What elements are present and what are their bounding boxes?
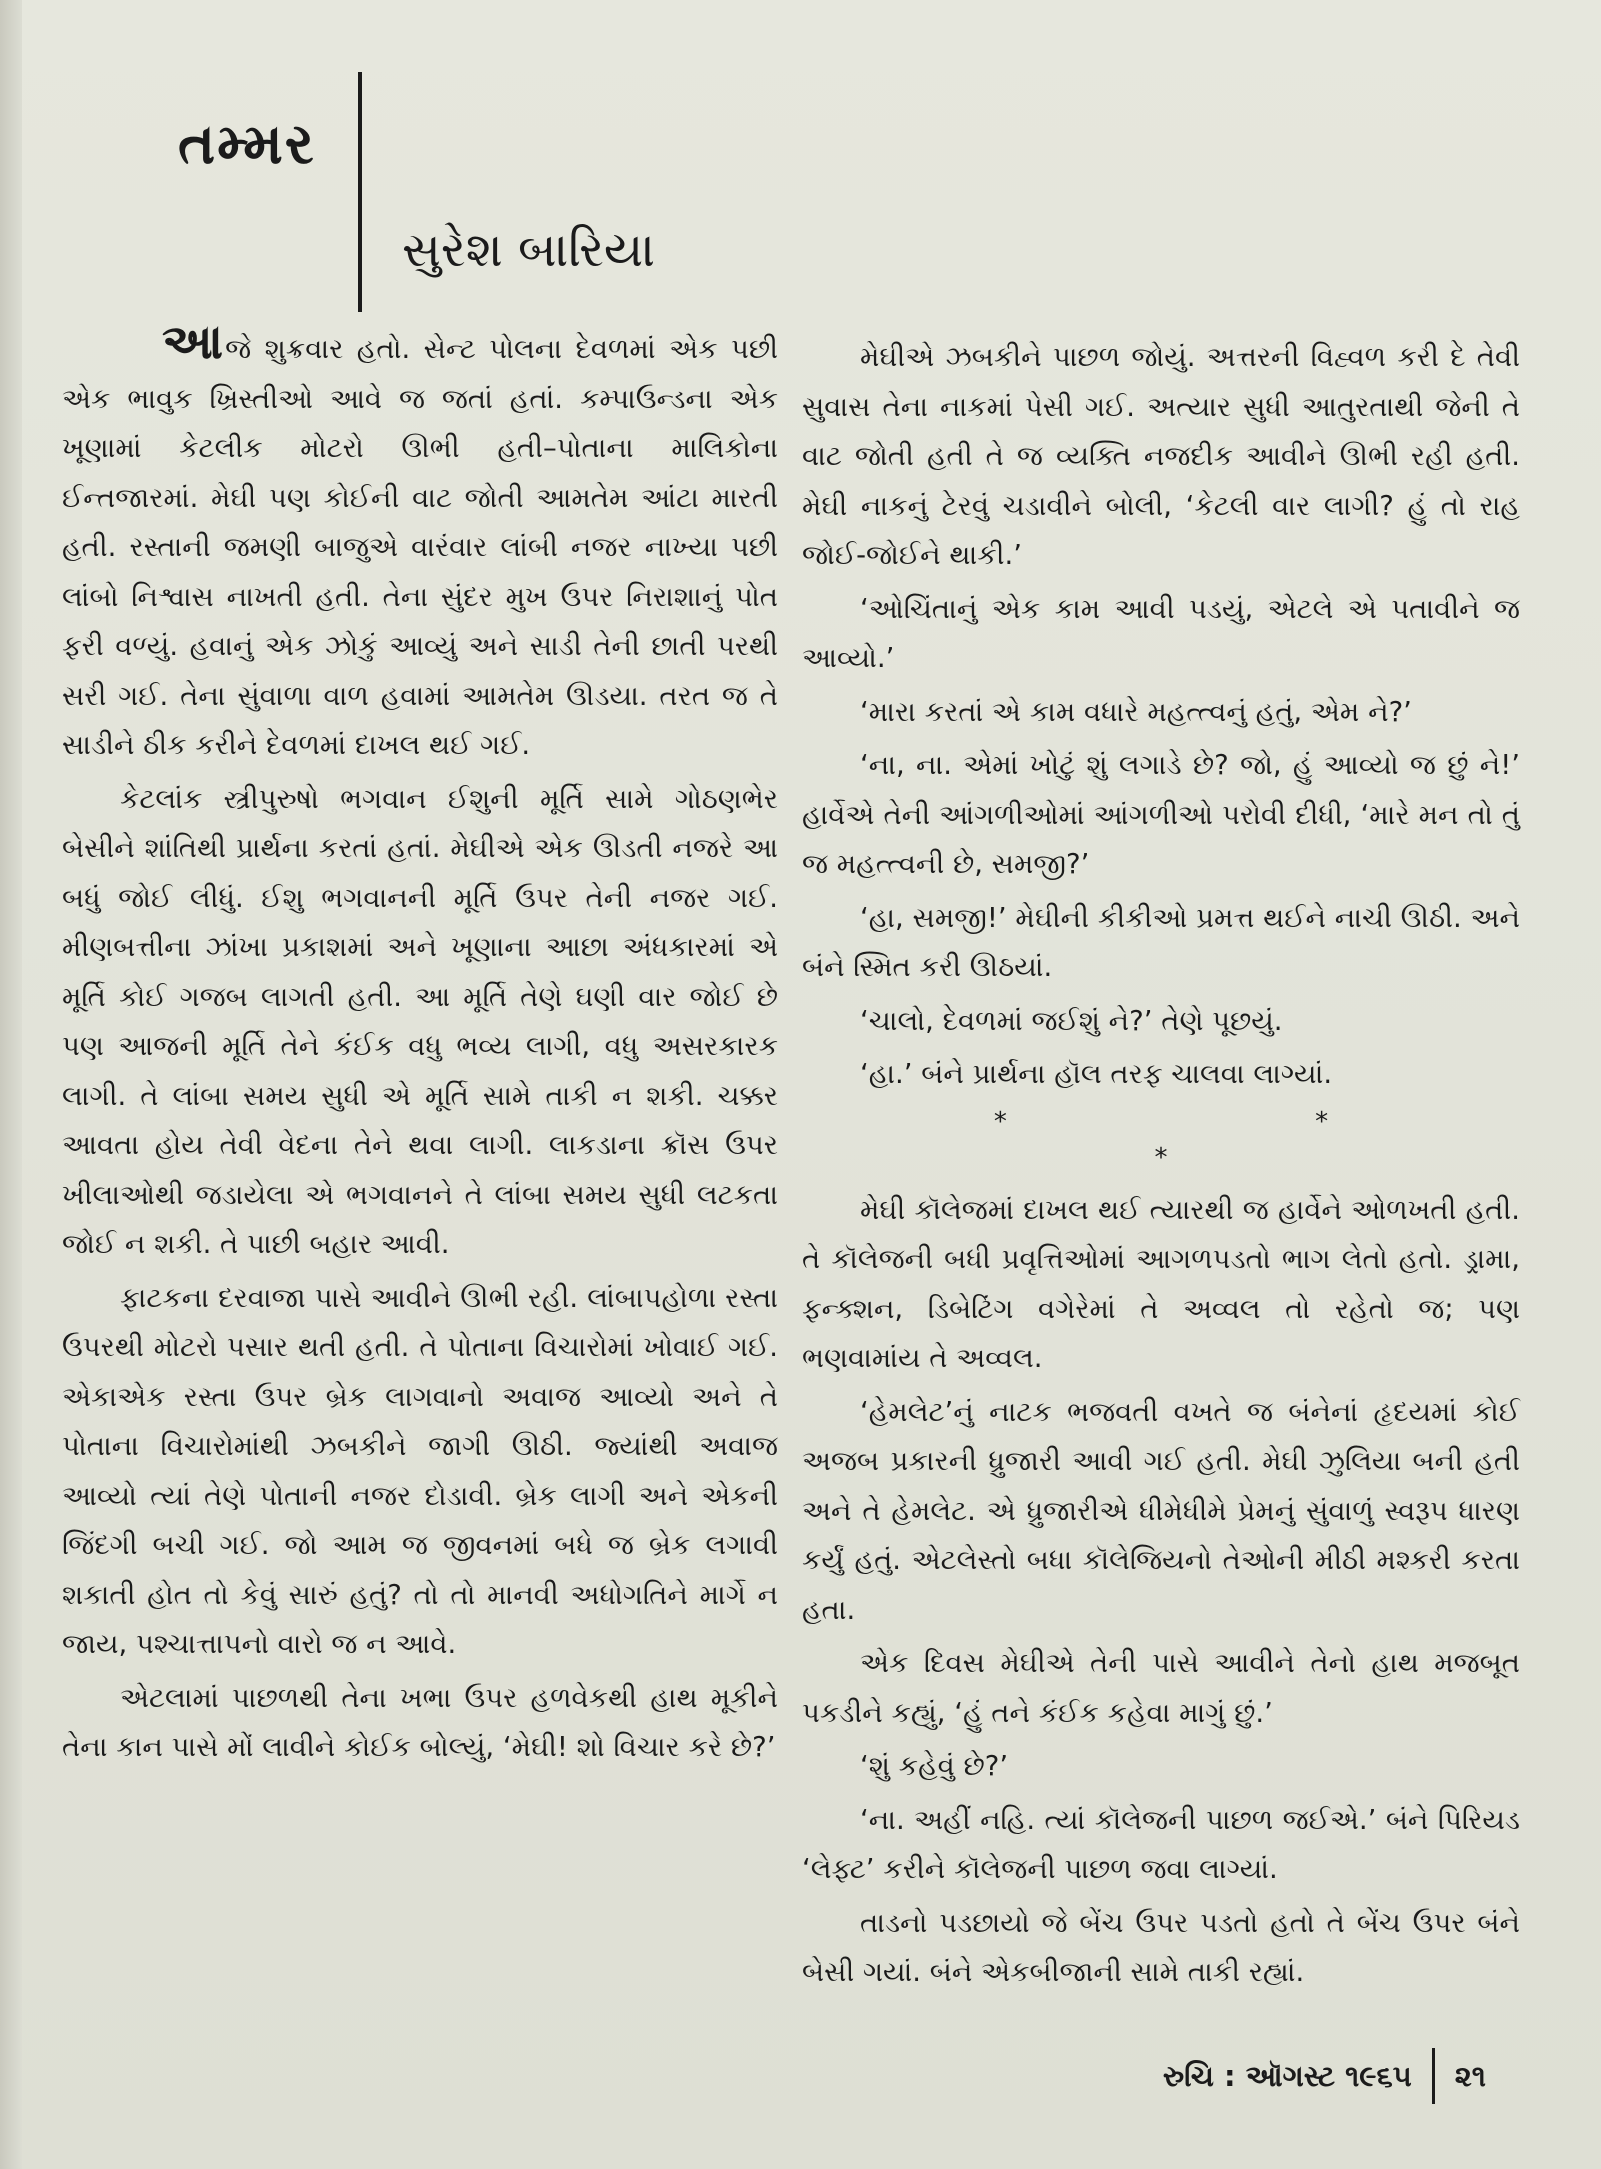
publication-issue: રુચિ : ઑગસ્ટ ૧૯૬૫ — [1162, 2058, 1412, 2093]
paragraph: ફાટકના દરવાજા પાસે આવીને ઊભી રહી. લાંબાપહોળા રસ્તા ઉપરથી મોટરો પસાર થતી હતી. તે પોતાના વિચારોમાં ખોવાઈ ગઈ. એકાએક રસ્તા ઉપર બ્રેક લાગવાનો અવાજ આવ્યો અને તે પોતાના વિચારોમાંથી ઝબકીને જાગી ઊઠી. જ્યાંથી અવાજ આવ્યો ત્યાં તેણે પોતાની નજર દોડાવી. બ્રેક લાગી અને એકની જિંદગી બચી ગઈ. જો આમ જ જીવનમાં બધે જ બ્રેક લગાવી શકાતી હોત તો કેવું સારું હતું? તો તો માનવી અધોગતિને માર્ગે ન જાય, પશ્ચાત્તાપનો વારો જ ન આવે. — [62, 1281, 778, 1660]
paragraph: ‘ના. અહીં નહિ. ત્યાં કૉલેજની પાછળ જઈએ.’ બંને પિરિયડ ‘લેફ્ટ’ કરીને કૉલેજની પાછળ જવા લાગ્યાં. — [802, 1803, 1520, 1885]
drop-cap: આ — [162, 314, 224, 370]
page-number: ૨૧ — [1454, 2058, 1486, 2093]
left-column — [62, 314, 778, 1777]
paragraph: ‘હેમલેટ’નું નાટક ભજવતી વખતે જ બંનેનાં હૃદયમાં કોઈ અજબ પ્રકારની ધ્રુજારી આવી ગઈ હતી. મેઘી ઝુલિયા બની હતી અને તે હેમલેટ. એ ધ્રુજારીએ ધીમેધીમે પ્રેમનું સુંવાળું સ્વરૂપ ધારણ કર્યું હતું. એટલેસ્તો બધા કૉલેજિયનો તેઓની મીઠી મશ્કરી કરતા હતા. — [802, 1395, 1520, 1626]
footer-divider — [1432, 2048, 1435, 2104]
paragraph: ‘ચાલો, દેવળમાં જઈશું ને?’ તેણે પૂછયું. — [860, 1004, 1283, 1037]
paragraph: ‘હા, સમજી!’ મેઘીની કીકીઓ પ્રમત્ત થઈને નાચી ઊઠી. અને બંને સ્મિત કરી ઊઠયાં. — [802, 901, 1520, 983]
paragraph: ‘મારા કરતાં એ કામ વધારે મહત્ત્વનું હતું, એમ ને?’ — [860, 695, 1412, 728]
paragraph: ‘ઓચિંતાનું એક કામ આવી પડયું, એટલે એ પતાવીને જ આવ્યો.’ — [802, 592, 1520, 674]
paragraph: ‘શું કહેવું છે?’ — [860, 1750, 1009, 1782]
paragraph: તાડનો પડછાયો જે બેંચ ઉપર પડતો હતો તે બેંચ ઉપર બંને બેસી ગયાં. બંને એકબીજાની સામે તાકી રહ્યાં. — [802, 1906, 1520, 1988]
story-title: તમ્મર — [178, 112, 316, 177]
paragraph-text: જે શુક્રવાર હતો. સેન્ટ પોલના દેવળમાં એક પછી એક ભાવુક ખ્રિસ્તીઓ આવે જ જતાં હતાં. કમ્પાઉન્ડના એક ખૂણામાં કેટલીક મોટરો ઊભી હતી–પોતાના માલિકોના ઈન્તજારમાં. મેઘી પણ કોઈની વાટ જોતી આમતેમ આંટા મારતી હતી. રસ્તાની જમણી બાજુએ વારંવાર લાંબી નજર નાખ્યા પછી લાંબો નિશ્વાસ નાખતી હતી. તેના સુંદર મુખ ઉપર નિરાશાનું પોત ફરી વળ્યું. હવાનું એક ઝોકું આવ્યું અને સાડી તેની છાતી પરથી સરી ગઈ. તેના સુંવાળા વાળ હવામાં આમતેમ ઊડયા. તરત જ તે સાડીને ઠીક કરીને દેવળમાં દાખલ થઈ ગઈ. — [62, 333, 778, 761]
paragraph: મેઘીએ ઝબકીને પાછળ જોયું. અત્તરની વિહ્વળ કરી દે તેવી સુવાસ તેના નાકમાં પેસી ગઈ. અત્યાર સુધી આતુરતાથી જેની તે વાટ જોતી હતી તે જ વ્યક્તિ નજદીક આવીને ઊભી રહી હતી. મેઘી નાકનું ટેરવું ચડાવીને બોલી, ‘કેટલી વાર લાગી? હું તો રાહ જોઈ-જોઈને થાકી.’ — [802, 341, 1520, 571]
page-footer — [1163, 2050, 1486, 2102]
section-separator: * * * — [993, 1106, 1479, 1173]
paragraph — [62, 314, 778, 771]
title-divider — [358, 72, 362, 312]
paragraph: એટલામાં પાછળથી તેના ખભા ઉપર હળવેકથી હાથ મૂકીને તેના કાન પાસે મોં લાવીને કોઈક બોલ્યું, ‘મેઘી! શો વિચાર કરે છે?’ — [62, 1681, 778, 1763]
story-author: સુરેશ બારિયા — [402, 222, 656, 278]
paragraph: એક દિવસ મેઘીએ તેની પાસે આવીને તેનો હાથ મજબૂત પકડીને કહ્યું, ‘હું તને કંઈક કહેવા માગું છું.’ — [802, 1647, 1520, 1729]
paragraph: ‘ના, ના. એમાં ખોટું શું લગાડે છે? જો, હું આવ્યો જ છું ને!’ હાર્વેએ તેની આંગળીઓમાં આંગળીઓ પરોવી દીધી, ‘મારે મન તો તું જ મહત્ત્વની છે, સમજી?’ — [802, 749, 1520, 880]
page-binding-edge — [0, 0, 22, 2169]
right-column — [802, 333, 1520, 2002]
paragraph: ‘હા.’ બંને પ્રાર્થના હૉલ તરફ ચાલવા લાગ્યાં. — [860, 1058, 1333, 1090]
paragraph: મેઘી કૉલેજમાં દાખલ થઈ ત્યારથી જ હાર્વેને ઓળખતી હતી. તે કૉલેજની બધી પ્રવૃત્તિઓમાં આગળપડતો ભાગ લેતો હતો. ડ્રામા, ફન્ક્શન, ડિબેટિંગ વગેરેમાં તે અવ્વલ તો રહેતો જ; પણ ભણવામાંય તે અવ્વલ. — [802, 1193, 1520, 1374]
paragraph: કેટલાંક સ્ત્રીપુરુષો ભગવાન ઈશુની મૂર્તિ સામે ગોઠણભેર બેસીને શાંતિથી પ્રાર્થના કરતાં હતાં. મેઘીએ એક ઊડતી નજરે આ બધું જોઈ લીધું. ઈશુ ભગવાનની મૂર્તિ ઉપર તેની નજર ગઈ. મીણબત્તીના ઝાંખા પ્રકાશમાં અને ખૂણાના આછા અંધકારમાં એ મૂર્તિ કોઈ ગજબ લાગતી હતી. આ મૂર્તિ તેણે ઘણી વાર જોઈ છે પણ આજની મૂર્તિ તેને કંઈક વધુ ભવ્ય લાગી, વધુ અસરકારક લાગી. તે લાંબા સમય સુધી એ મૂર્તિ સામે તાકી ન શકી. ચક્કર આવતા હોય તેવી વેદના તેને થવા લાગી. લાકડાના ક્રૉસ ઉપર ખીલાઓથી જડાયેલા એ ભગવાનને તે લાંબા સમય સુધી લટકતા જોઈ ન શકી. તે પાછી બહાર આવી. — [62, 782, 778, 1260]
